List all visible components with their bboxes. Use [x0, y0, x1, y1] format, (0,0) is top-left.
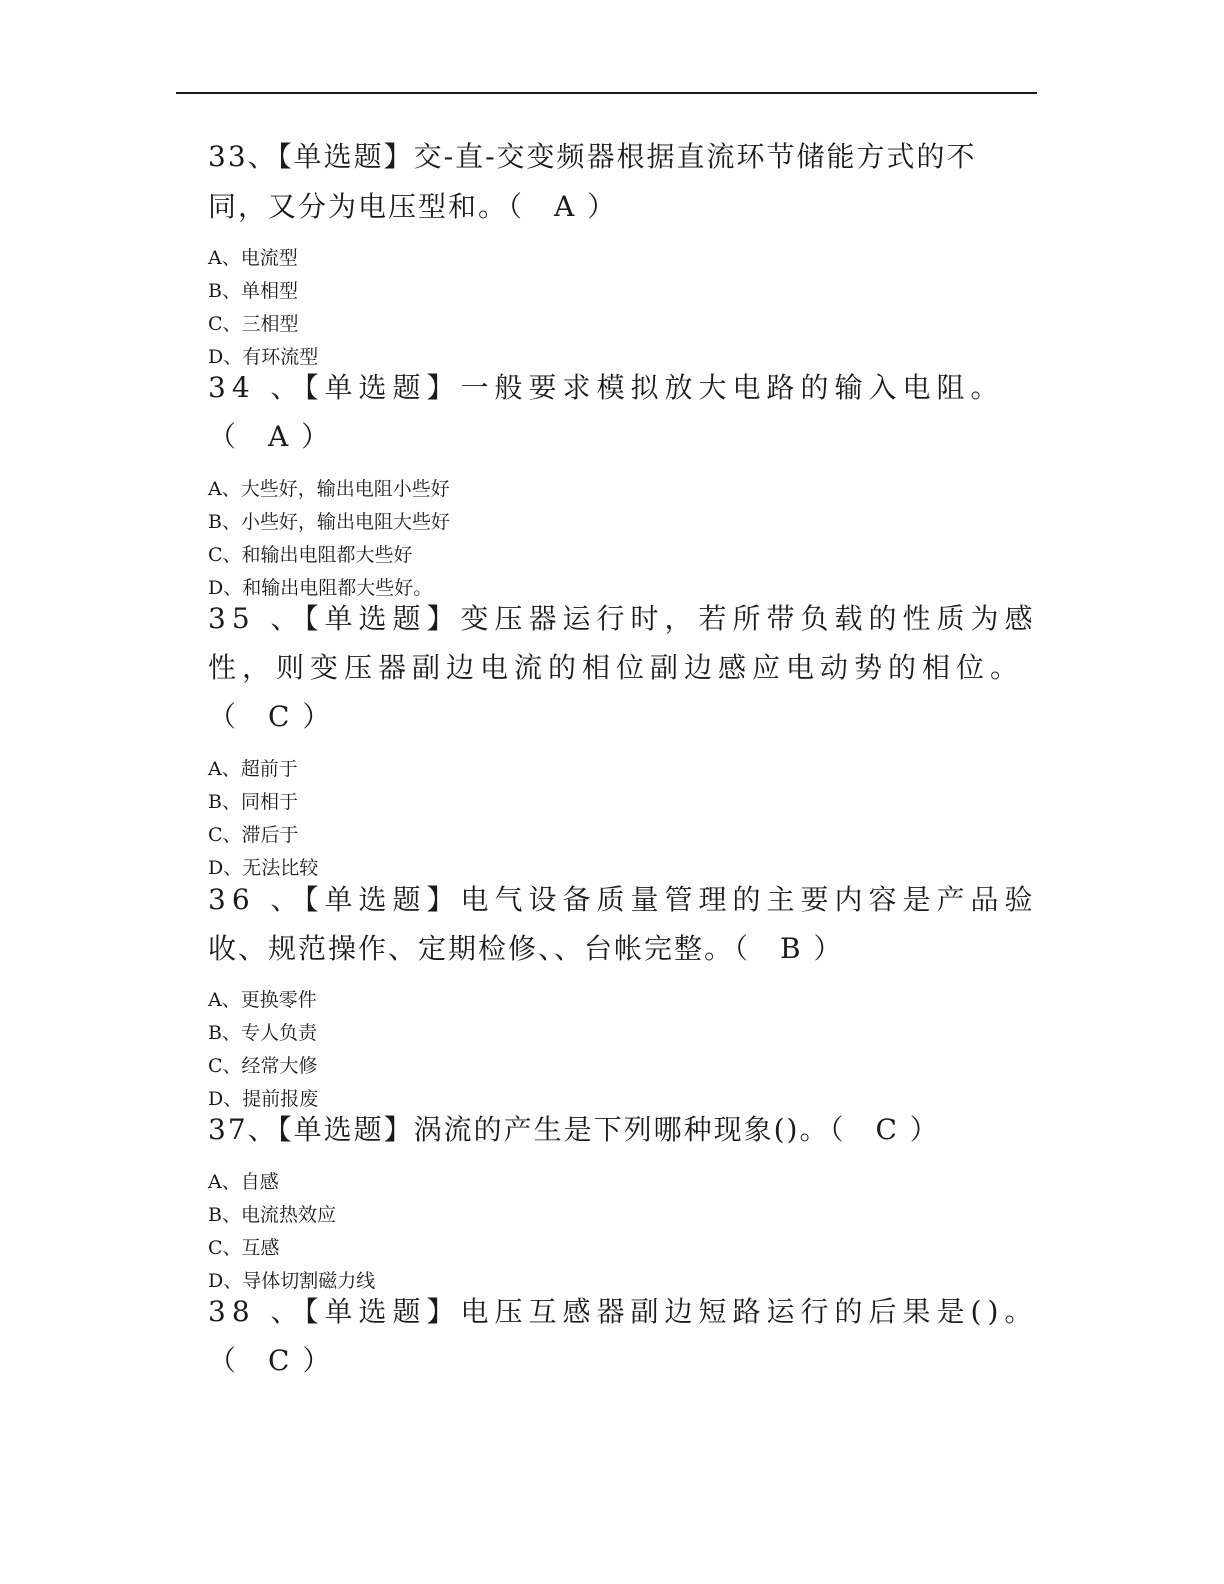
- question-37-stem-line-1: 37、【单选题】涡流的产生是下列哪种现象()。（ C ）: [208, 1113, 940, 1146]
- question-33-stem-line-2: 同，又分为电压型和。（ A ）: [208, 190, 618, 223]
- question-35-option-d: D、无法比较: [208, 857, 319, 879]
- question-36-stem-line-2: 收、规范操作、定期检修、、台帐完整。（ B ）: [208, 932, 844, 965]
- question-38-stem-line-2: （ C ）: [208, 1344, 333, 1377]
- question-34-stem-line-2: （ A ）: [208, 420, 332, 453]
- question-35-stem-line-2: 性，则变压器副边电流的相位副边感应电动势的相位。: [208, 651, 1025, 684]
- question-33-option-a: A、电流型: [208, 247, 298, 269]
- question-34-stem-line-1: 34 、【单选题】一般要求模拟放大电路的输入电阻。: [208, 371, 1005, 404]
- question-37-option-d: D、导体切割磁力线: [208, 1270, 376, 1292]
- question-37-option-b: B、电流热效应: [208, 1204, 336, 1226]
- question-35-stem-line-3: （ C ）: [208, 700, 333, 733]
- question-36-option-b: B、专人负责: [208, 1022, 317, 1044]
- question-35-option-b: B、同相于: [208, 791, 298, 813]
- question-33-option-b: B、单相型: [208, 280, 298, 302]
- question-33-option-c: C、三相型: [208, 313, 299, 335]
- question-35-option-c: C、滞后于: [208, 824, 299, 846]
- question-34-option-c: C、和输出电阻都大些好: [208, 544, 413, 566]
- question-34-option-b: B、小些好，输出电阻大些好: [208, 511, 450, 533]
- question-37-option-c: C、互感: [208, 1237, 280, 1259]
- question-36-option-c: C、经常大修: [208, 1055, 318, 1077]
- question-35-option-a: A、超前于: [208, 758, 298, 780]
- header-rule: [176, 92, 1037, 94]
- question-35-stem-line-1: 35 、【单选题】变压器运行时，若所带负载的性质为感: [208, 602, 1039, 635]
- question-36-option-a: A、更换零件: [208, 989, 317, 1011]
- question-36-option-d: D、提前报废: [208, 1088, 319, 1110]
- question-36-stem-line-1: 36 、【单选题】电气设备质量管理的主要内容是产品验: [208, 883, 1039, 916]
- question-34-option-d: D、和输出电阻都大些好。: [208, 577, 433, 599]
- question-37-option-a: A、自感: [208, 1171, 279, 1193]
- question-38-stem-line-1: 38 、【单选题】电压互感器副边短路运行的后果是()。: [208, 1295, 1039, 1328]
- question-34-option-a: A、大些好，输出电阻小些好: [208, 478, 450, 500]
- question-33-option-d: D、有环流型: [208, 346, 319, 368]
- question-33-stem-line-1: 33、【单选题】交-直-交变频器根据直流环节储能方式的不: [208, 140, 977, 173]
